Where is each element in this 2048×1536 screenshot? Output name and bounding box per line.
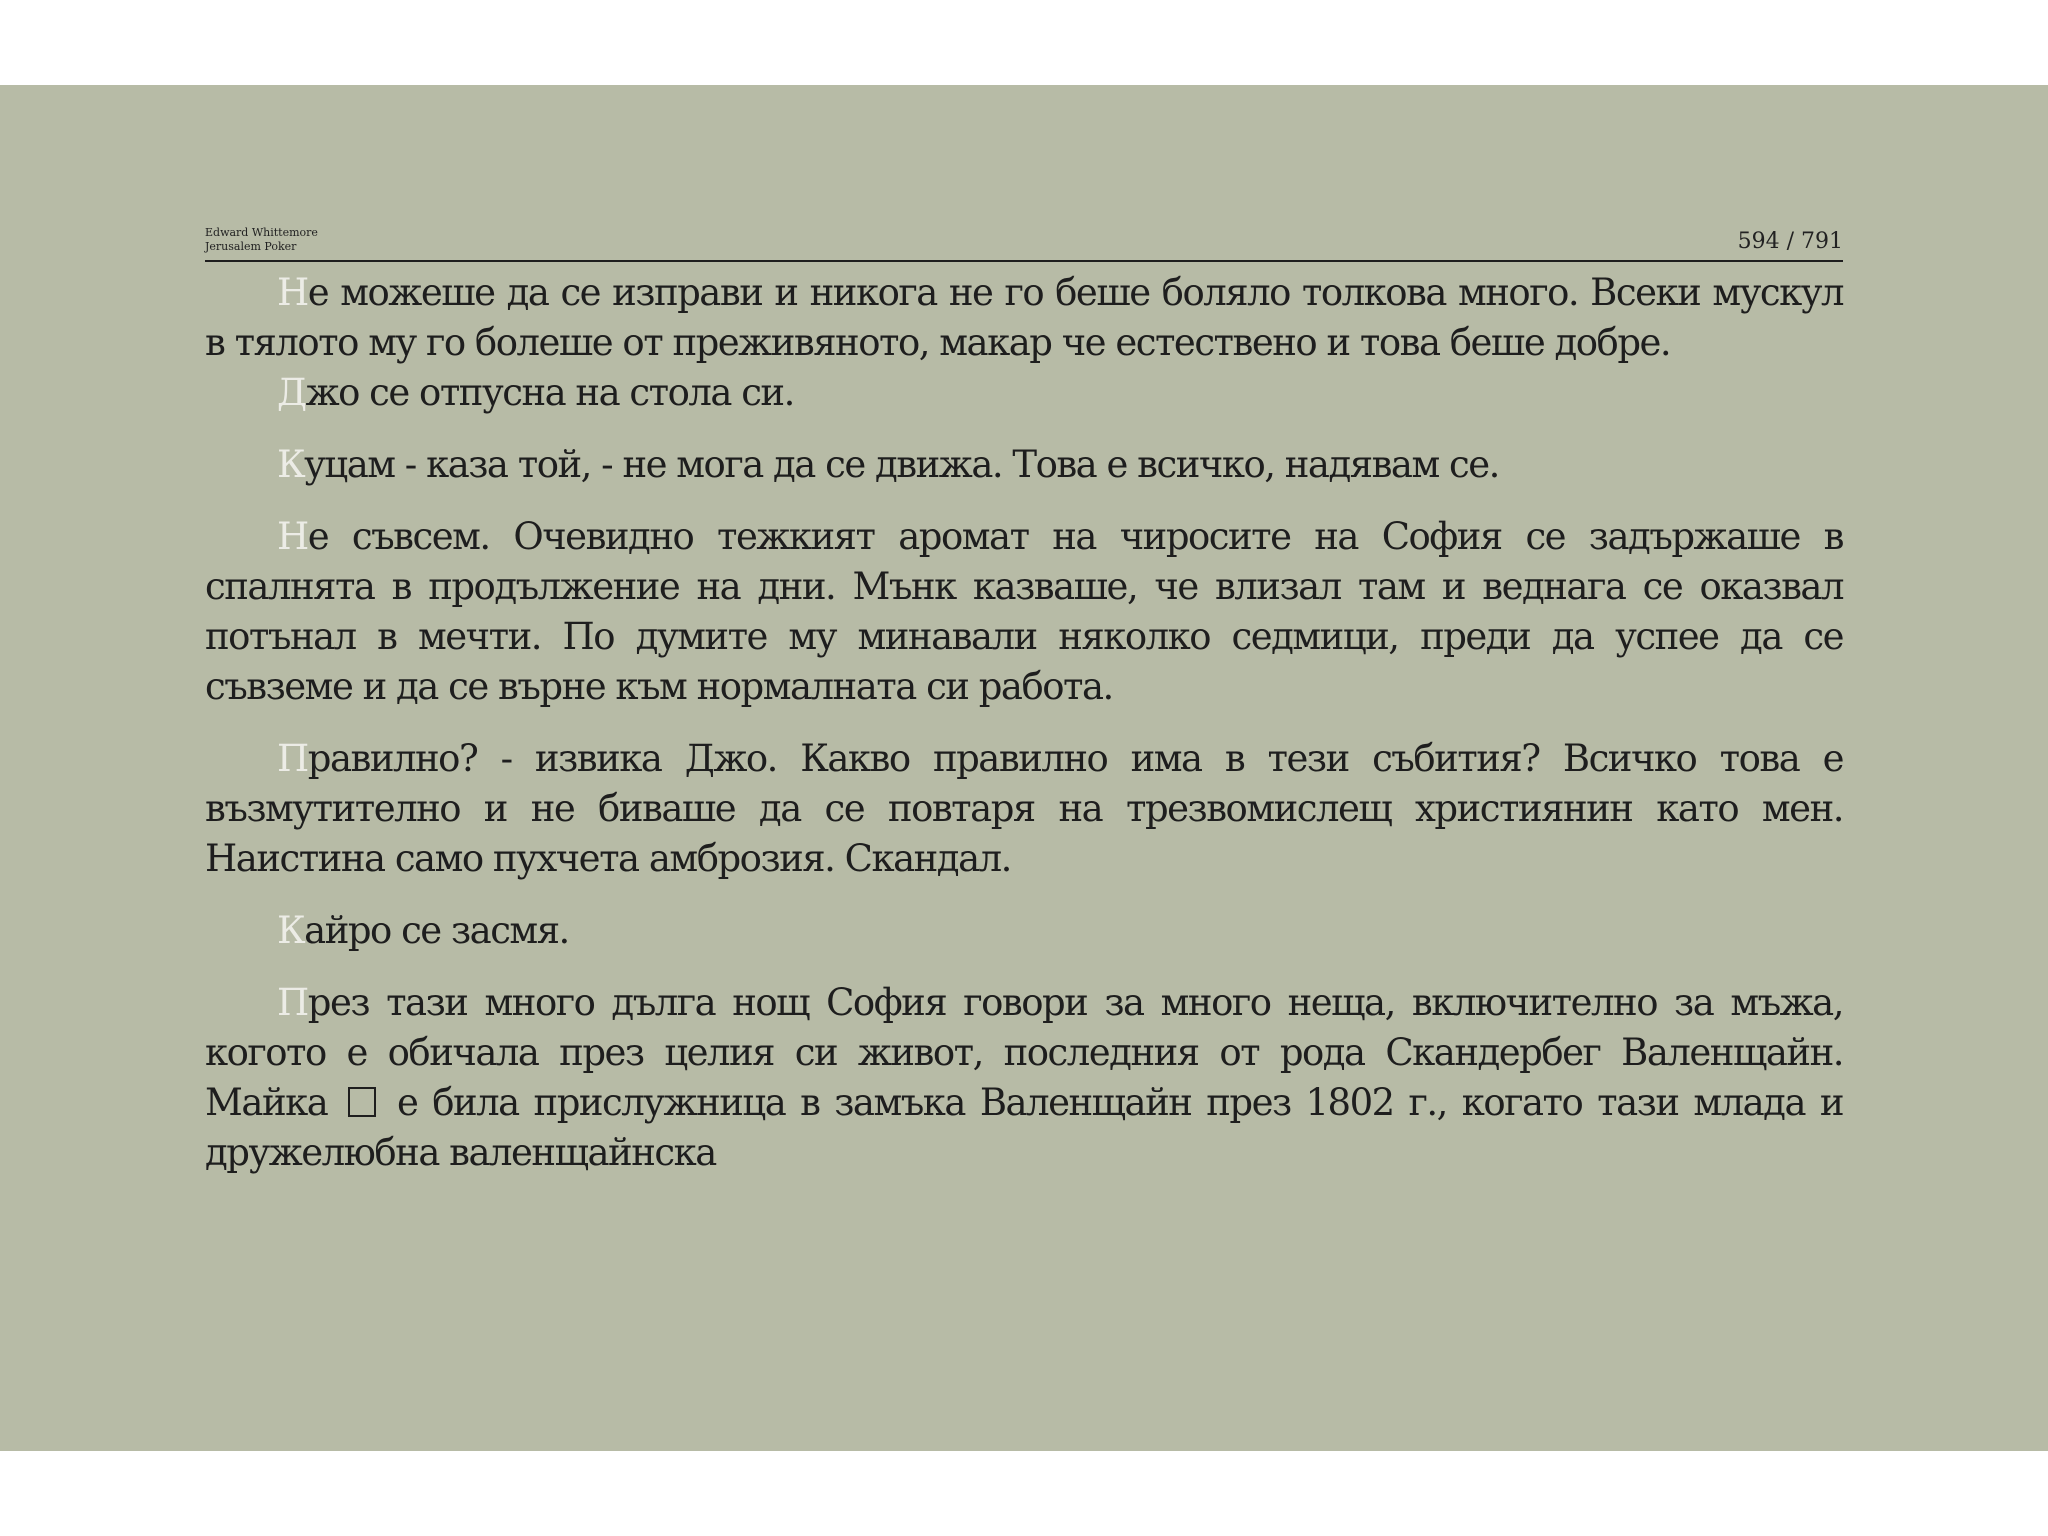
paragraph-initial: К [277, 909, 305, 952]
missing-glyph-box [348, 1087, 376, 1117]
paragraph-text: равилно? - извика Джо. Какво правилно има в тези събития? Всичко това е възмутително и не биваше да се повтаря на трезвомислещ християнин като мен. Наистина само пухчета амброзия. Скандал. [205, 737, 1843, 880]
paragraph-text: уцам - каза той, - не мога да се движа. Това е всичко, надявам се. [304, 443, 1499, 486]
paragraph-text: е съвсем. Очевидно тежкият аромат на чиросите на София се задържаше в спалнята в продължение на дни. Мънк казваше, че влизал там и веднага се оказвал потънал в мечти. По думите му минавали няколко седмици, преди да успее да се съвземе и да се върне към нормалната си работа. [205, 515, 1843, 708]
page-separator: / [1779, 229, 1801, 254]
paragraph-text: рез тази много дълга нощ София говори за много неща, включително за мъжа, когото е обичала през целия си живот, последния от рода Скандербег Валенщайн. Майка [205, 981, 1843, 1124]
paragraph [205, 734, 1843, 884]
book-page [205, 220, 1843, 1380]
current-page-number: 594 [1737, 229, 1780, 254]
total-page-count: 791 [1801, 229, 1843, 254]
paragraph-initial: П [277, 737, 308, 780]
paragraph-initial: Д [277, 371, 306, 414]
paragraph [205, 978, 1843, 1178]
paragraph [205, 512, 1843, 712]
paragraph-text: жо се отпусна на стола си. [305, 371, 794, 414]
paragraph-initial: Н [277, 515, 308, 558]
paragraph [205, 906, 1843, 956]
running-header [205, 220, 1843, 262]
book-info [205, 226, 318, 254]
paragraph-text-continued: е била прислужница в замъка Валенщайн през 1802 г., когато тази млада и дружелюбна валенщайнска [205, 1081, 1844, 1174]
page-body-text [205, 268, 1843, 1178]
paragraph-initial: П [277, 981, 308, 1024]
paragraph [205, 440, 1843, 490]
paragraph-text: айро се засмя. [304, 909, 569, 952]
paragraph-initial: Н [277, 271, 308, 314]
book-title: Jerusalem Poker [205, 240, 297, 253]
page-indicator [1738, 228, 1843, 256]
paragraph [205, 268, 1843, 368]
author-name: Edward Whittemore [205, 226, 318, 239]
paragraph [205, 368, 1843, 418]
reader-screen[interactable] [0, 85, 2048, 1451]
paragraph-text: е можеше да се изправи и никога не го беше боляло толкова много. Всеки мускул в тялото му го болеше от преживяното, макар че естествено и това беше добре. [205, 271, 1843, 364]
paragraph-initial: К [277, 443, 305, 486]
